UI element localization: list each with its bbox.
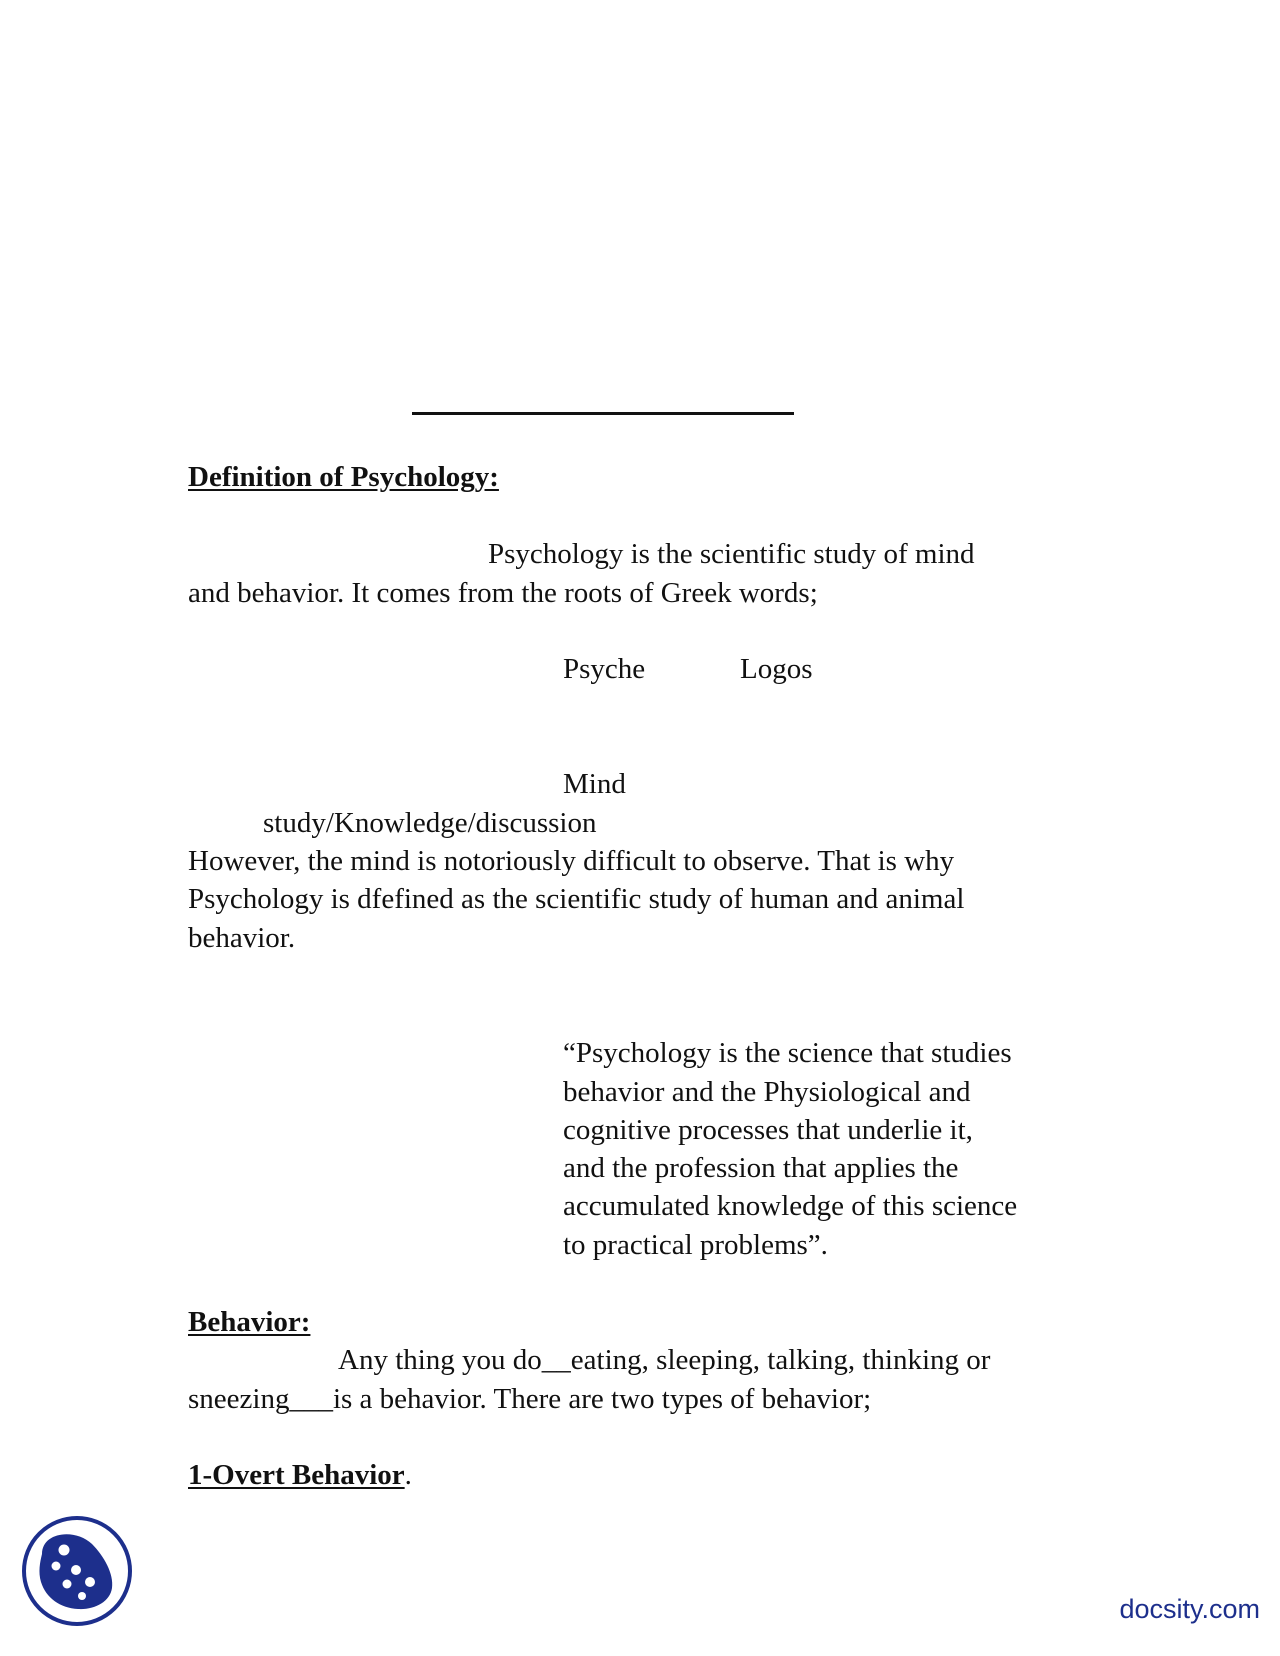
quote-line: “Psychology is the science that studies <box>563 1037 1012 1069</box>
paragraph-line: sneezing___is a behavior. There are two types of behavior; <box>188 1383 872 1415</box>
quote-line: and the profession that applies the <box>563 1152 959 1184</box>
section-heading-definition: Definition of Psychology: <box>188 461 499 493</box>
overt-behavior-period: . <box>404 1459 412 1491</box>
section-heading-overt <box>188 1456 412 1494</box>
paragraph-line: Any thing you do__eating, sleeping, talking, thinking or <box>338 1344 991 1376</box>
quote-line: behavior and the Physiological and <box>563 1076 971 1108</box>
paragraph-line: Psychology is dfefined as the scientific study of human and animal <box>188 883 965 915</box>
quote-line: cognitive processes that underlie it, <box>563 1114 973 1146</box>
title-rule <box>412 412 794 415</box>
quote-line: accumulated knowledge of this science <box>563 1190 1018 1222</box>
overt-behavior-title: 1-Overt Behavior <box>188 1459 405 1491</box>
paragraph-line: Psychology is the scientific study of mind <box>488 538 975 570</box>
greek-word-psyche: Psyche <box>563 653 646 685</box>
quote-line: to practical problems”. <box>563 1229 828 1261</box>
paragraph-line: behavior. <box>188 922 296 954</box>
docsity-brand-link[interactable]: docsity.com <box>1119 1594 1260 1624</box>
paragraph-line: and behavior. It comes from the roots of Greek words; <box>188 577 818 609</box>
meaning-mind: Mind <box>563 768 626 800</box>
meaning-logos: study/Knowledge/discussion <box>263 807 597 839</box>
greek-word-logos: Logos <box>740 653 813 685</box>
docsity-logo-icon[interactable] <box>20 1514 134 1628</box>
paragraph-line: However, the mind is notoriously difficult to observe. That is why <box>188 845 955 877</box>
section-heading-behavior: Behavior: <box>188 1306 311 1338</box>
